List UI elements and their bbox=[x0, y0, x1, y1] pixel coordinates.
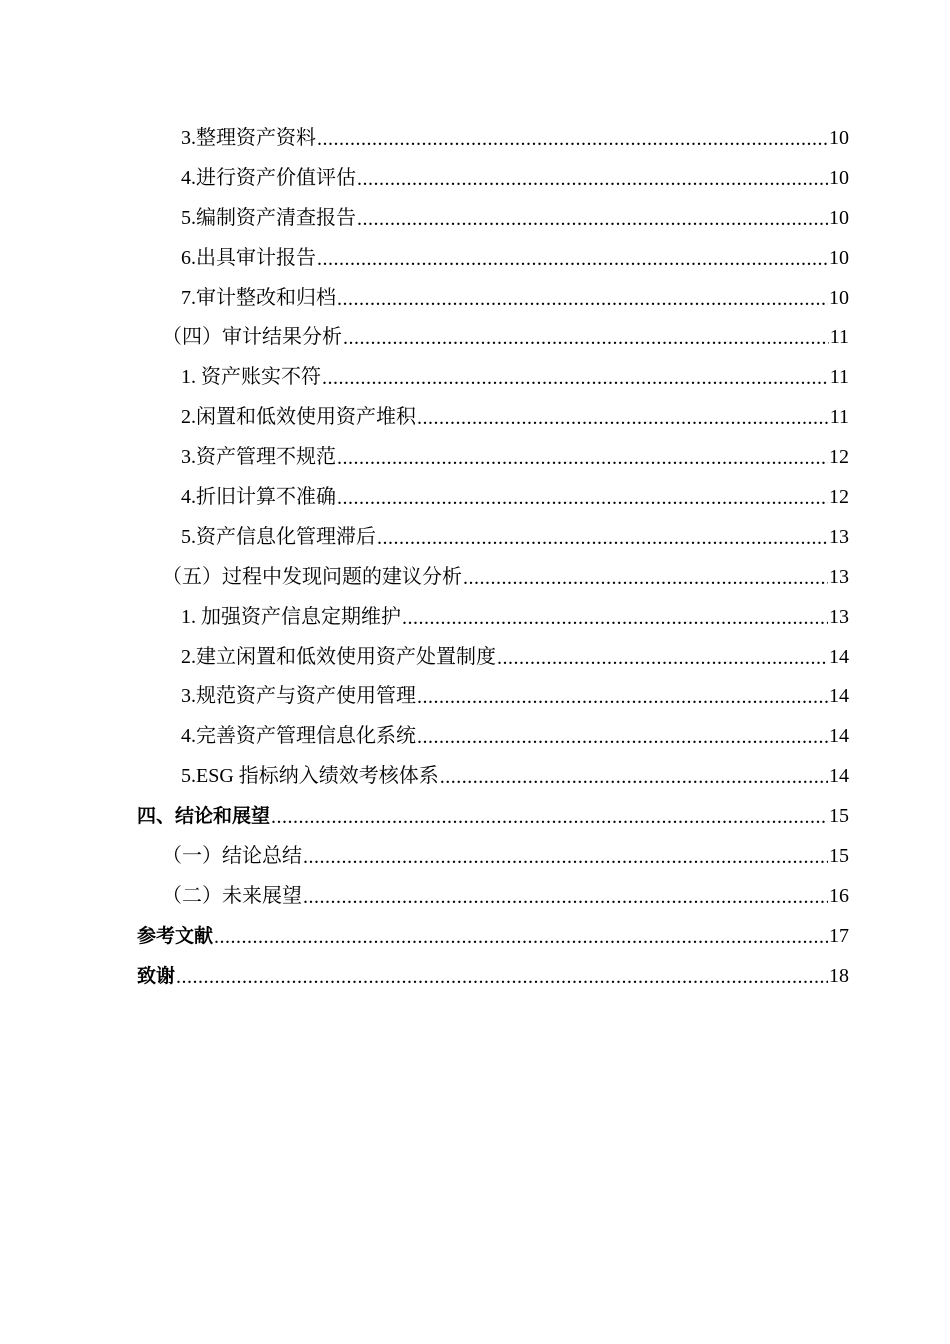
toc-entry-page: 13 bbox=[829, 525, 849, 548]
toc-entry-page: 10 bbox=[829, 246, 849, 269]
toc-entry-page: 12 bbox=[829, 485, 849, 508]
toc-entry[interactable] bbox=[0, 916, 950, 956]
toc-entry[interactable] bbox=[0, 317, 950, 357]
toc-entry-page: 15 bbox=[829, 844, 849, 867]
toc-entry-page: 17 bbox=[829, 924, 849, 947]
toc-entry-title: 1. 加强资产信息定期维护 bbox=[181, 605, 401, 628]
toc-entry-page: 10 bbox=[829, 286, 849, 309]
toc-entry[interactable] bbox=[0, 437, 950, 477]
toc-entry[interactable] bbox=[0, 238, 950, 278]
table-of-contents bbox=[0, 118, 950, 996]
toc-entry-title: （一）结论总结 bbox=[162, 844, 302, 867]
toc-entry[interactable] bbox=[0, 716, 950, 756]
toc-dot-leader bbox=[317, 127, 828, 151]
toc-entry-page: 15 bbox=[829, 805, 849, 828]
toc-entry-title: 4.进行资产价值评估 bbox=[181, 166, 356, 189]
toc-dot-leader bbox=[343, 326, 829, 350]
toc-entry-title: 6.出具审计报告 bbox=[181, 246, 316, 269]
toc-entry-title: 3.整理资产资料 bbox=[181, 126, 316, 149]
toc-entry[interactable] bbox=[0, 796, 950, 836]
toc-entry[interactable] bbox=[0, 637, 950, 677]
toc-entry-page: 11 bbox=[829, 366, 849, 389]
toc-dot-leader bbox=[337, 446, 828, 470]
toc-entry[interactable] bbox=[0, 158, 950, 198]
toc-entry[interactable] bbox=[0, 876, 950, 916]
toc-entry-title: （五）过程中发现问题的建议分析 bbox=[162, 565, 462, 588]
toc-entry-page: 18 bbox=[829, 964, 849, 987]
toc-dot-leader bbox=[417, 725, 828, 749]
toc-entry-title: 2.闲置和低效使用资产堆积 bbox=[181, 406, 416, 429]
toc-dot-leader bbox=[317, 247, 828, 271]
toc-entry-page: 14 bbox=[829, 725, 849, 748]
toc-entry[interactable] bbox=[0, 956, 950, 996]
toc-entry[interactable] bbox=[0, 118, 950, 158]
toc-dot-leader bbox=[357, 207, 828, 231]
toc-entry-title: 1. 资产账实不符 bbox=[181, 366, 321, 389]
toc-entry[interactable] bbox=[0, 357, 950, 397]
toc-dot-leader bbox=[337, 486, 828, 510]
toc-entry-title: 致谢 bbox=[137, 964, 176, 987]
toc-entry-title: 2.建立闲置和低效使用资产处置制度 bbox=[181, 645, 496, 668]
toc-dot-leader bbox=[271, 805, 828, 829]
toc-dot-leader bbox=[463, 566, 828, 590]
toc-entry-title: （四）审计结果分析 bbox=[162, 326, 342, 349]
toc-entry[interactable] bbox=[0, 676, 950, 716]
toc-entry-page: 10 bbox=[829, 166, 849, 189]
toc-entry-title: 4.完善资产管理信息化系统 bbox=[181, 725, 416, 748]
toc-entry-page: 11 bbox=[829, 326, 849, 349]
toc-entry[interactable] bbox=[0, 397, 950, 437]
toc-entry-page: 13 bbox=[829, 605, 849, 628]
toc-entry[interactable] bbox=[0, 517, 950, 557]
toc-entry-title: （二）未来展望 bbox=[162, 884, 302, 907]
toc-entry-title: 4.折旧计算不准确 bbox=[181, 485, 336, 508]
toc-entry[interactable] bbox=[0, 597, 950, 637]
toc-entry-page: 14 bbox=[829, 765, 849, 788]
toc-dot-leader bbox=[322, 366, 829, 390]
toc-entry-page: 11 bbox=[829, 406, 849, 429]
toc-dot-leader bbox=[214, 925, 828, 949]
toc-entry-title: 四、结论和展望 bbox=[137, 805, 271, 828]
toc-entry[interactable] bbox=[0, 756, 950, 796]
toc-dot-leader bbox=[337, 287, 828, 311]
toc-entry-page: 14 bbox=[829, 645, 849, 668]
toc-dot-leader bbox=[497, 646, 828, 670]
toc-entry[interactable] bbox=[0, 557, 950, 597]
toc-dot-leader bbox=[357, 167, 828, 191]
toc-dot-leader bbox=[176, 965, 828, 989]
toc-dot-leader bbox=[303, 885, 828, 909]
toc-entry-page: 14 bbox=[829, 685, 849, 708]
toc-entry[interactable] bbox=[0, 278, 950, 318]
toc-entry-title: 5.ESG 指标纳入绩效考核体系 bbox=[181, 765, 439, 788]
toc-entry-page: 10 bbox=[829, 126, 849, 149]
toc-entry-title: 3.规范资产与资产使用管理 bbox=[181, 685, 416, 708]
toc-dot-leader bbox=[417, 406, 829, 430]
toc-entry-title: 5.编制资产清查报告 bbox=[181, 206, 356, 229]
toc-dot-leader bbox=[440, 765, 828, 789]
toc-dot-leader bbox=[417, 685, 828, 709]
toc-entry-page: 16 bbox=[829, 884, 849, 907]
toc-entry[interactable] bbox=[0, 477, 950, 517]
toc-dot-leader bbox=[303, 845, 828, 869]
toc-entry-page: 13 bbox=[829, 565, 849, 588]
toc-entry[interactable] bbox=[0, 198, 950, 238]
toc-entry-title: 7.审计整改和归档 bbox=[181, 286, 336, 309]
toc-dot-leader bbox=[377, 526, 828, 550]
toc-entry[interactable] bbox=[0, 836, 950, 876]
toc-entry-page: 12 bbox=[829, 446, 849, 469]
toc-entry-page: 10 bbox=[829, 206, 849, 229]
toc-entry-title: 5.资产信息化管理滞后 bbox=[181, 525, 376, 548]
toc-entry-title: 3.资产管理不规范 bbox=[181, 446, 336, 469]
toc-entry-title: 参考文献 bbox=[137, 924, 214, 947]
toc-dot-leader bbox=[402, 606, 828, 630]
